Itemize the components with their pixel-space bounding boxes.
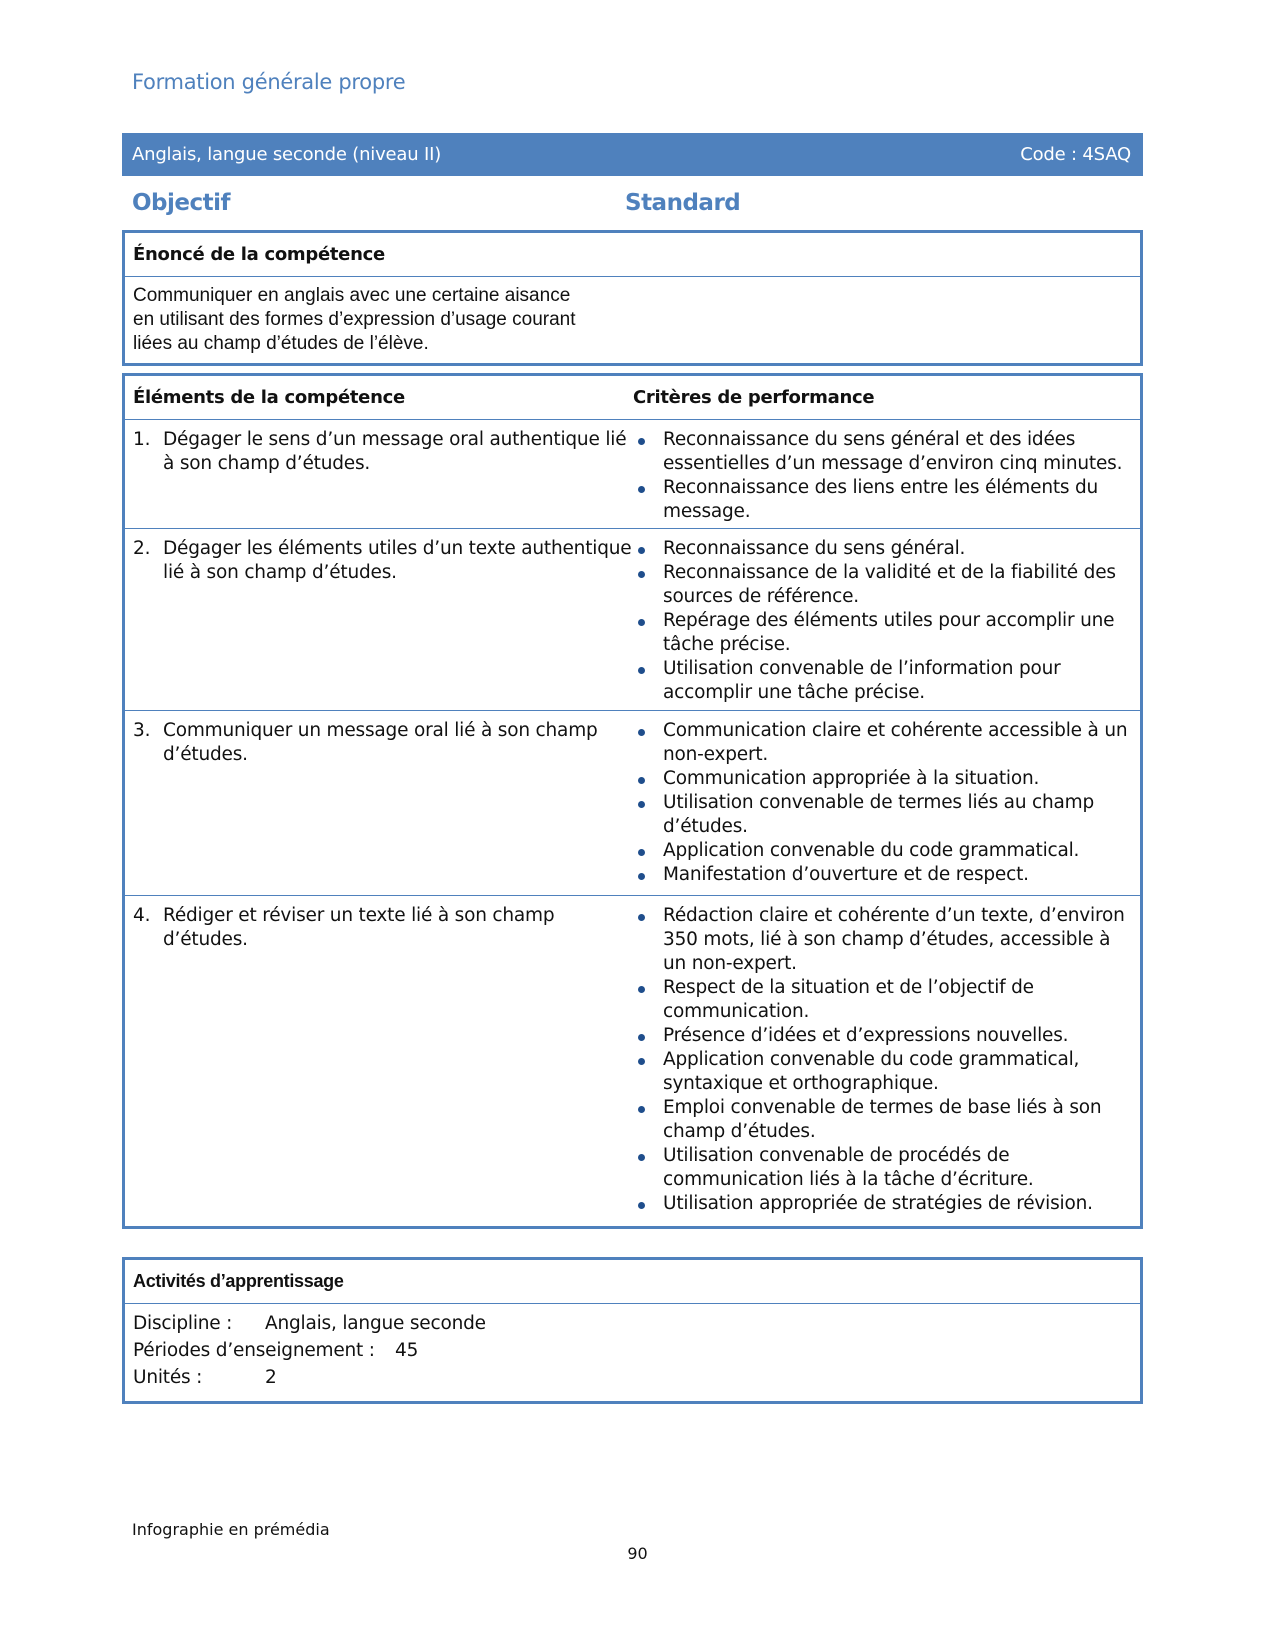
unites-value: 2 bbox=[265, 1367, 277, 1388]
enonce-header bbox=[125, 233, 1140, 277]
activites-body bbox=[125, 1304, 1140, 1401]
discipline-line bbox=[133, 1310, 1132, 1337]
footer-program: Infographie en prémédia bbox=[132, 1520, 330, 1539]
bullet-icon bbox=[638, 986, 645, 993]
discipline-label: Discipline : bbox=[133, 1313, 233, 1334]
unites-label: Unités : bbox=[133, 1367, 203, 1388]
periodes-line bbox=[133, 1337, 1132, 1364]
criteria-item: Repérage des éléments utiles pour accomplir une tâche précise. bbox=[633, 609, 1134, 657]
bullet-icon bbox=[638, 1154, 645, 1161]
criteria-item: Rédaction claire et cohérente d’un texte, d’environ 350 mots, lié à son champ d’études, accessible à un non-expert. bbox=[633, 904, 1134, 976]
criteria-item: Communication claire et cohérente accessible à un non-expert. bbox=[633, 719, 1134, 767]
periodes-value: 45 bbox=[395, 1340, 419, 1361]
header-criteria: Critères de performance bbox=[633, 387, 875, 408]
bullet-icon bbox=[638, 914, 645, 921]
table-row bbox=[125, 711, 1140, 896]
element-item: 4. Rédiger et réviser un texte lié à son champ d’études. bbox=[133, 904, 633, 952]
element-text: Communiquer un message oral lié à son champ d’études. bbox=[163, 720, 598, 765]
bullet-icon bbox=[638, 849, 645, 856]
table-header bbox=[125, 376, 1140, 420]
element-text: Rédiger et réviser un texte lié à son champ d’études. bbox=[163, 905, 555, 950]
criteria-item: Reconnaissance de la validité et de la fiabilité des sources de référence. bbox=[633, 561, 1134, 609]
bullet-icon bbox=[638, 1058, 645, 1065]
bullet-icon bbox=[638, 873, 645, 880]
enonce-title: Énoncé de la compétence bbox=[133, 244, 385, 265]
table-row bbox=[125, 529, 1140, 711]
course-banner bbox=[122, 133, 1143, 176]
activites-box bbox=[122, 1257, 1143, 1404]
criteria-item: Utilisation convenable de l’information pour accomplir une tâche précise. bbox=[633, 657, 1134, 705]
bullet-icon bbox=[638, 438, 645, 445]
bullet-icon bbox=[638, 619, 645, 626]
criteria-item: Utilisation convenable de termes liés au champ d’études. bbox=[633, 791, 1134, 839]
bullet-icon bbox=[638, 1202, 645, 1209]
element-text: Dégager le sens d’un message oral authentique lié à son champ d’études. bbox=[163, 429, 627, 474]
criteria-item: Application convenable du code grammatical, syntaxique et orthographique. bbox=[633, 1048, 1134, 1096]
enonce-line: en utilisant des formes d’expression d’usage courant bbox=[133, 309, 576, 330]
elements-criteria-table bbox=[122, 373, 1143, 1229]
bullet-icon bbox=[638, 801, 645, 808]
bullet-icon bbox=[638, 571, 645, 578]
header-elements: Éléments de la compétence bbox=[133, 387, 405, 408]
course-code: Code : 4SAQ bbox=[1020, 144, 1131, 165]
bullet-icon bbox=[638, 1034, 645, 1041]
criteria-item: Emploi convenable de termes de base liés à son champ d’études. bbox=[633, 1096, 1134, 1144]
criteria-item: Manifestation d’ouverture et de respect. bbox=[633, 863, 1134, 887]
standard-heading: Standard bbox=[625, 190, 741, 216]
table-row bbox=[125, 420, 1140, 529]
criteria-item: Utilisation convenable de procédés de communication liés à la tâche d’écriture. bbox=[633, 1144, 1134, 1192]
enonce-line: Communiquer en anglais avec une certaine aisance bbox=[133, 285, 571, 306]
bullet-icon bbox=[638, 667, 645, 674]
discipline-value: Anglais, langue seconde bbox=[265, 1313, 486, 1334]
criteria-item: Reconnaissance du sens général. bbox=[633, 537, 1134, 561]
enonce-line: liées au champ d’études de l’élève. bbox=[133, 333, 429, 354]
unites-line bbox=[133, 1364, 1132, 1391]
criteria-item: Respect de la situation et de l’objectif de communication. bbox=[633, 976, 1134, 1024]
criteria-item: Application convenable du code grammatical. bbox=[633, 839, 1134, 863]
activites-title: Activités d’apprentissage bbox=[133, 1271, 344, 1291]
criteria-item: Communication appropriée à la situation. bbox=[633, 767, 1134, 791]
bullet-icon bbox=[638, 1106, 645, 1113]
criteria-item: Utilisation appropriée de stratégies de révision. bbox=[633, 1192, 1134, 1216]
criteria-item: Présence d’idées et d’expressions nouvelles. bbox=[633, 1024, 1134, 1048]
element-text: Dégager les éléments utiles d’un texte authentique lié à son champ d’études. bbox=[163, 538, 632, 583]
table-row bbox=[125, 896, 1140, 1226]
criteria-list bbox=[633, 537, 1134, 705]
enonce-body bbox=[125, 277, 1140, 363]
criteria-item: Reconnaissance des liens entre les éléments du message. bbox=[633, 476, 1134, 524]
bullet-icon bbox=[638, 729, 645, 736]
periodes-label: Périodes d’enseignement : bbox=[133, 1340, 375, 1361]
criteria-list bbox=[633, 428, 1134, 524]
element-item: 2. Dégager les éléments utiles d’un texte authentique lié à son champ d’études. bbox=[133, 538, 632, 583]
bullet-icon bbox=[638, 547, 645, 554]
element-item: 3. Communiquer un message oral lié à son champ d’études. bbox=[133, 719, 633, 767]
objectif-heading: Objectif bbox=[132, 190, 231, 216]
enonce-box bbox=[122, 230, 1143, 366]
section-title: Formation générale propre bbox=[132, 70, 406, 94]
course-name: Anglais, langue seconde (niveau II) bbox=[132, 144, 442, 165]
criteria-list bbox=[633, 904, 1134, 1216]
page-number: 90 bbox=[627, 1544, 648, 1563]
activites-header bbox=[125, 1260, 1140, 1304]
bullet-icon bbox=[638, 486, 645, 493]
bullet-icon bbox=[638, 777, 645, 784]
criteria-list bbox=[633, 719, 1134, 887]
criteria-item: Reconnaissance du sens général et des idées essentielles d’un message d’environ cinq minutes. bbox=[633, 428, 1134, 476]
element-item: 1. Dégager le sens d’un message oral authentique lié à son champ d’études. bbox=[133, 428, 633, 476]
